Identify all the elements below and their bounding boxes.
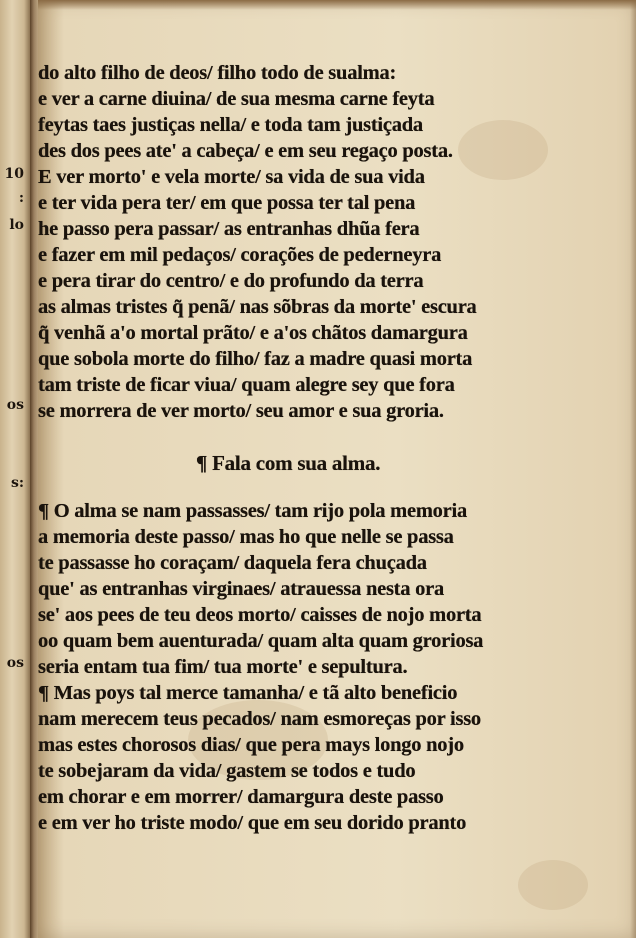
margin-fragment: os (6, 655, 24, 671)
verse-line: do alto filho de deos/ filho todo de sualma: (38, 62, 397, 84)
page-top-shadow (38, 0, 636, 10)
verse-line: seria entam tua fim/ tua morte' e sepultura. (38, 656, 408, 678)
verse-line: E ver morto' e vela morte/ sa vida de sua vida (38, 166, 425, 188)
section-heading: ¶ Fala com sua alma. (196, 451, 381, 475)
verse-line: e fazer em mil pedaços/ corações de pederneyra (38, 244, 442, 266)
verse-line: a memoria deste passo/ mas ho que nelle se passa (38, 526, 454, 548)
verse-line: feytas taes justiças nella/ e toda tam justiçada (38, 114, 423, 136)
verse-line: mas estes chorosos dias/ que pera mays longo nojo (38, 734, 464, 756)
verse-line: e ver a carne diuina/ de sua mesma carne feyta (38, 88, 435, 110)
facing-page-edge (0, 0, 30, 938)
verse-line: he passo pera passar/ as entranhas dhũa fera (38, 218, 420, 240)
verse-line: em chorar e em morrer/ damargura deste passo (38, 786, 444, 808)
verse-line: ¶ O alma se nam passasses/ tam rijo pola memoria (38, 500, 467, 522)
verse-line: se' aos pees de teu deos morto/ caisses de nojo morta (38, 604, 482, 626)
verse-line: oo quam bem auenturada/ quam alta quam groriosa (38, 630, 484, 652)
verse-line: e em ver ho triste modo/ que em seu dorido pranto (38, 812, 467, 834)
margin-fragment: s: (10, 475, 24, 491)
verse-line: se morrera de ver morto/ seu amor e sua groria. (38, 400, 444, 422)
verse-line: nam merecem teus pecados/ nam esmoreças por isso (38, 708, 481, 730)
paper-stain (518, 860, 588, 910)
verse-line: te sobejaram da vida/ gastem se todos e tudo (38, 760, 416, 782)
verse-line: que sobola morte do filho/ faz a madre quasi morta (38, 348, 473, 370)
verse-line: e pera tirar do centro/ e do profundo da terra (38, 270, 424, 292)
verse-line: que' as entranhas virginaes/ atrauessa nesta ora (38, 578, 444, 600)
margin-fragment: 10 (4, 166, 24, 182)
text-page (38, 0, 636, 938)
margin-fragment: : (18, 190, 24, 206)
verse-line: as almas tristes q̃ penã/ nas sõbras da morte' escura (38, 296, 477, 318)
verse-line: e ter vida pera ter/ em que possa ter tal pena (38, 192, 416, 214)
paper-stain (458, 120, 548, 180)
page-right-edge (630, 0, 636, 938)
verse-line: des dos pees ate' a cabeça/ e em seu regaço posta. (38, 140, 453, 162)
verse-line: q̃ venhã a'o mortal prãto/ e a'os chãtos damargura (38, 322, 468, 344)
margin-fragment: lo (9, 217, 24, 233)
verse-line: tam triste de ficar viua/ quam alegre sey que fora (38, 374, 455, 396)
margin-fragment: os (6, 397, 24, 413)
verse-line: ¶ Mas poys tal merce tamanha/ e tã alto beneficio (38, 682, 458, 704)
verse-line: te passasse ho coraçam/ daquela fera chuçada (38, 552, 427, 574)
